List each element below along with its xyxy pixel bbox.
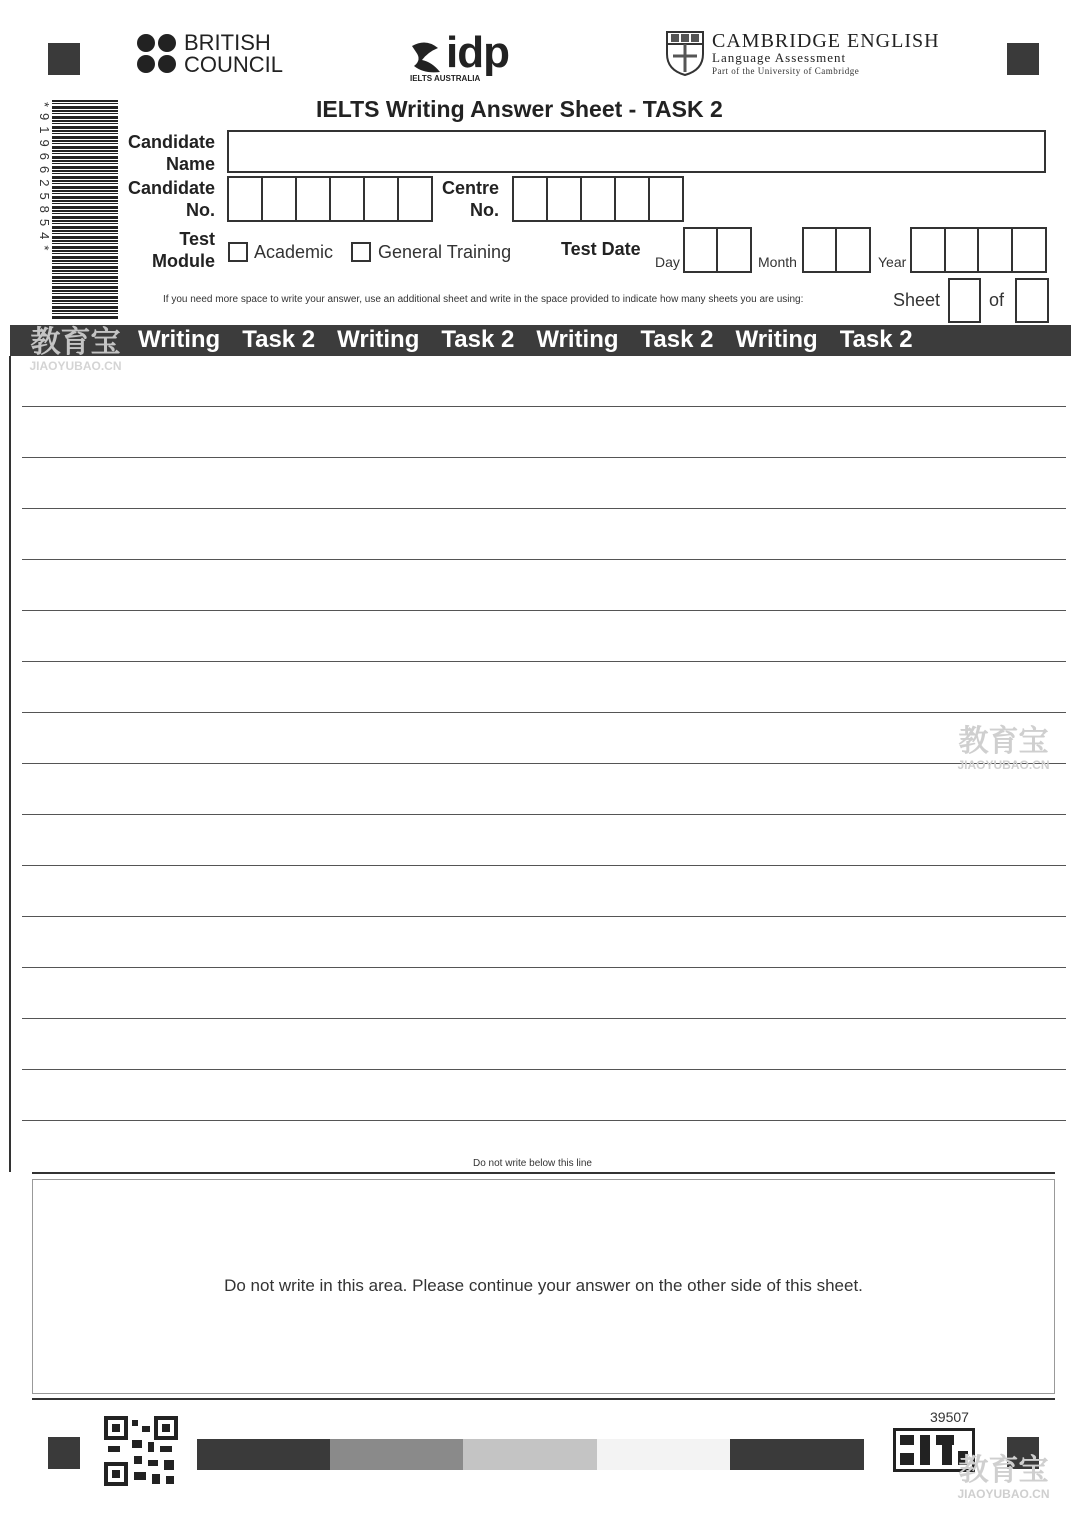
writing-line [22,661,1066,662]
barcode-digits: *9196625854* [37,102,52,257]
banner-word: Task 2 [640,326,714,353]
gray-swatch [463,1439,597,1470]
month-field[interactable] [802,227,871,273]
british-council-line-1: BRITISH [184,30,271,55]
qr-code-icon [104,1416,178,1486]
gray-swatch [197,1439,330,1470]
day-field[interactable] [683,227,752,273]
general-training-label: General Training [378,242,512,262]
watermark: 教育宝 JIAOYUBAO.CN [957,1454,1050,1501]
test-date-label: Test Date [561,239,641,259]
writing-line [22,763,1066,764]
cambridge-logo [665,30,955,80]
academic-label: Academic [254,242,334,262]
cambridge-title: CAMBRIDGE ENGLISH [712,30,940,52]
banner-word: Writing [138,326,221,353]
banner-word: Task 2 [839,326,913,353]
writing-area-left-border [9,356,11,1172]
writing-line [22,559,1066,560]
writing-line [22,814,1066,815]
centre-number-label: Centre No. [441,178,499,220]
registration-mark-top-left [48,43,80,75]
banner-labels [138,325,913,356]
divider-line [32,1172,1055,1174]
registration-mark-bottom-left [48,1437,80,1469]
candidate-number-label: Candidate No. [127,178,215,220]
form-code: 39507 [930,1409,969,1425]
writing-line [22,1120,1066,1121]
sheet-label: Sheet [893,290,941,310]
year-field[interactable] [910,227,1047,273]
month-label: Month [758,254,797,270]
idp-subtext: IELTS AUSTRALIA [410,74,481,83]
british-council-dots-icon [136,33,180,75]
banner-word: Writing [735,326,818,353]
general-training-checkbox[interactable] [351,242,371,262]
writing-line [22,406,1066,407]
banner-word: Writing [536,326,619,353]
writing-line [22,508,1066,509]
cambridge-shield-icon [665,30,705,76]
candidate-name-label: Candidate Name [127,132,215,174]
grayscale-calibration-bar [197,1439,864,1470]
gray-swatch [730,1439,864,1470]
registration-mark-top-right [1007,43,1039,75]
banner-word: Task 2 [441,326,515,353]
academic-checkbox[interactable] [228,242,248,262]
british-council-logo [136,30,286,77]
candidate-name-field[interactable] [227,130,1046,173]
qr-code [104,1416,178,1486]
writing-line [22,610,1066,611]
total-sheets-field[interactable] [1015,278,1049,323]
writing-line [22,1069,1066,1070]
writing-line [22,967,1066,968]
watermark: 教育宝 JIAOYUBAO.CN [957,725,1050,772]
test-module-label: Test Module [152,229,215,271]
writing-line [22,712,1066,713]
year-label: Year [878,254,907,270]
british-council-line-2: COUNCIL [184,52,284,77]
candidate-number-field[interactable] [227,176,433,222]
do-not-write-below-label: Do not write below this line [473,1158,592,1169]
idp-swirl-icon [408,38,444,76]
idp-wordmark: idp [446,28,509,77]
barcode [52,100,118,320]
cambridge-subtitle: Language Assessment [712,50,847,65]
examiner-area-note: Do not write in this area. Please continue your answer on the other side of this sheet. [224,1276,863,1295]
writing-line [22,1018,1066,1019]
cambridge-tagline: Part of the University of Cambridge [712,66,860,76]
centre-number-field[interactable] [512,176,684,222]
idp-logo [408,28,518,86]
writing-line [22,865,1066,866]
gray-swatch [597,1439,730,1470]
sheet-number-field[interactable] [948,278,981,323]
banner-word: Writing [337,326,420,353]
page-title: IELTS Writing Answer Sheet - TASK 2 [316,96,723,122]
writing-line [22,457,1066,458]
of-label: of [989,290,1005,310]
bottom-divider-line [32,1398,1055,1400]
banner-word: Task 2 [242,326,316,353]
watermark: 教育宝 JIAOYUBAO.CN [29,326,122,373]
day-label: Day [655,254,680,270]
writing-line [22,916,1066,917]
gray-swatch [330,1439,463,1470]
extra-sheet-note: If you need more space to write your answer, use an additional sheet and write in the space provided to indicate how many sheets you are using: [163,294,804,305]
